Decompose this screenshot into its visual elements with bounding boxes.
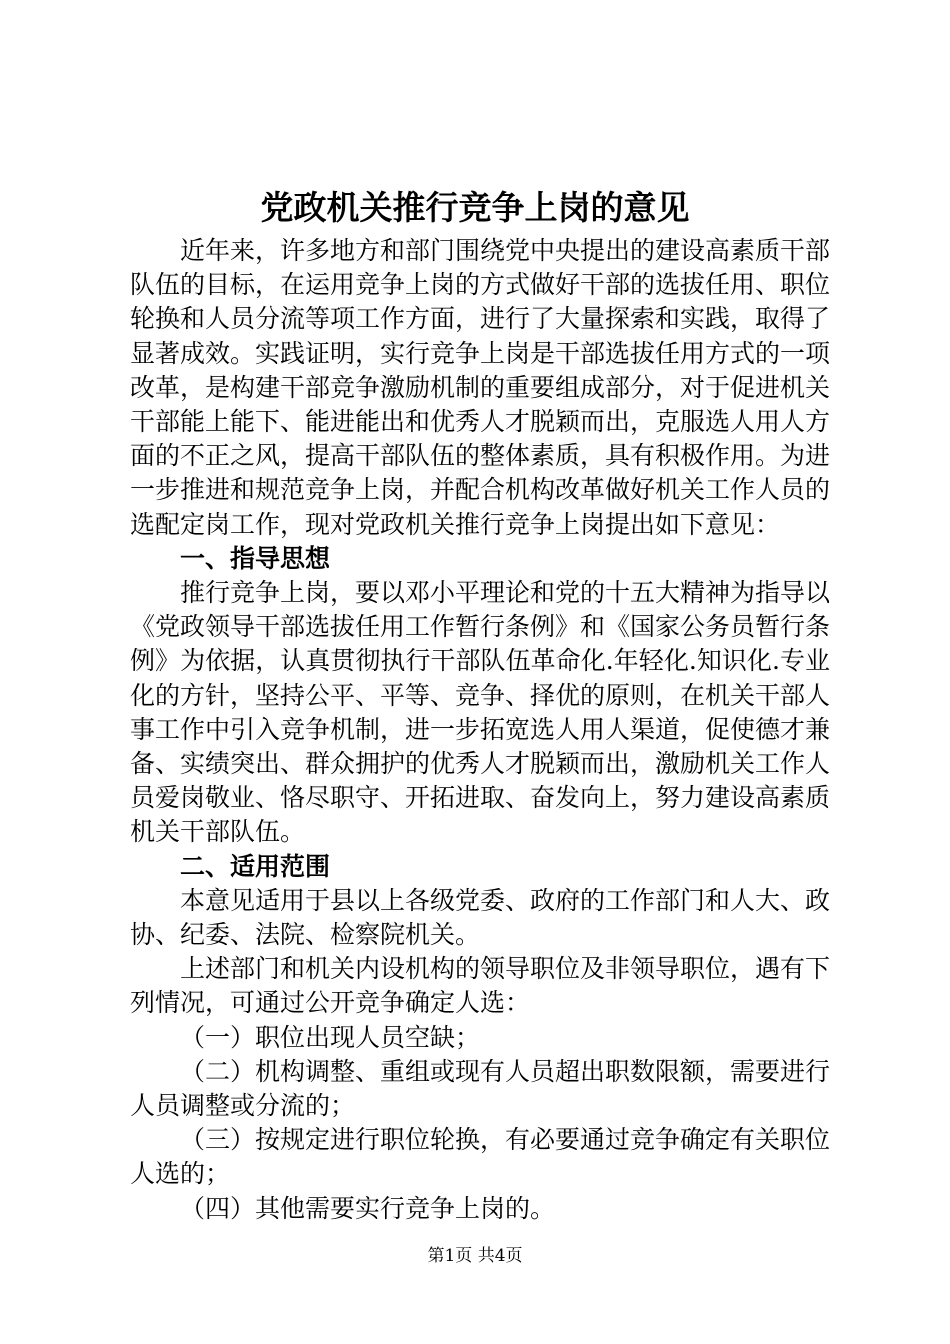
document-body — [130, 234, 830, 1226]
page-footer: 第1页 共4页 — [427, 1246, 523, 1266]
condition-item-3: （三）按规定进行职位轮换，有必要通过竞争确定有关职位人选的； — [130, 1125, 831, 1189]
condition-item-2: （二）机构调整、重组或现有人员超出职数限额，需要进行人员调整或分流的； — [130, 1056, 831, 1121]
condition-item-4: （四）其他需要实行竞争上岗的。 — [180, 1193, 556, 1223]
scope-conditions-paragraph: 上述部门和机关内设机构的领导职位及非领导职位，遇有下列情况，可通过公开竞争确定人选： — [130, 954, 831, 1018]
section-heading-scope: 二、适用范围 — [180, 851, 331, 881]
scope-paragraph: 本意见适用于县以上各级党委、政府的工作部门和人大、政协、纪委、法院、检察院机关。 — [130, 885, 831, 950]
guiding-ideology-paragraph: 推行竞争上岗，要以邓小平理论和党的十五大精神为指导以《党政领导干部选拔任用工作暂行条例》和《国家公务员暂行条例》为依据，认真贯彻执行干部队伍革命化.年轻化.知识化.专业化的方针，坚持公平、平等、竞争、择优的原则，在机关干部人事工作中引入竞争机制，进一步拓宽选人用人渠道，促使德才兼备、实绩突出、群众拥护的优秀人才脱颖而出，激励机关工作人员爱岗敬业、恪尽职守、开拓进取、奋发向上，努力建设高素质机关干部队伍。 — [130, 578, 831, 847]
condition-item-1: （一）职位出现人员空缺； — [180, 1022, 481, 1052]
section-heading-guiding-ideology: 一、指导思想 — [180, 543, 331, 573]
intro-paragraph: 近年来，许多地方和部门围绕党中央提出的建设高素质干部队伍的目标，在运用竞争上岗的方式做好干部的选拔任用、职位轮换和人员分流等项工作方面，进行了大量探索和实践，取得了显著成效。实践证明，实行竞争上岗是干部选拔任用方式的一项改革，是构建干部竞争激励机制的重要组成部分，对于促进机关干部能上能下、能进能出和优秀人才脱颖而出，克服选人用人方面的不正之风，提高干部队伍的整体素质，具有积极作用。为进一步推进和规范竞争上岗，并配合机构改革做好机关工作人员的选配定岗工作，现对党政机关推行竞争上岗提出如下意见： — [130, 236, 831, 539]
document-title: 党政机关推行竞争上岗的意见 — [260, 188, 690, 227]
